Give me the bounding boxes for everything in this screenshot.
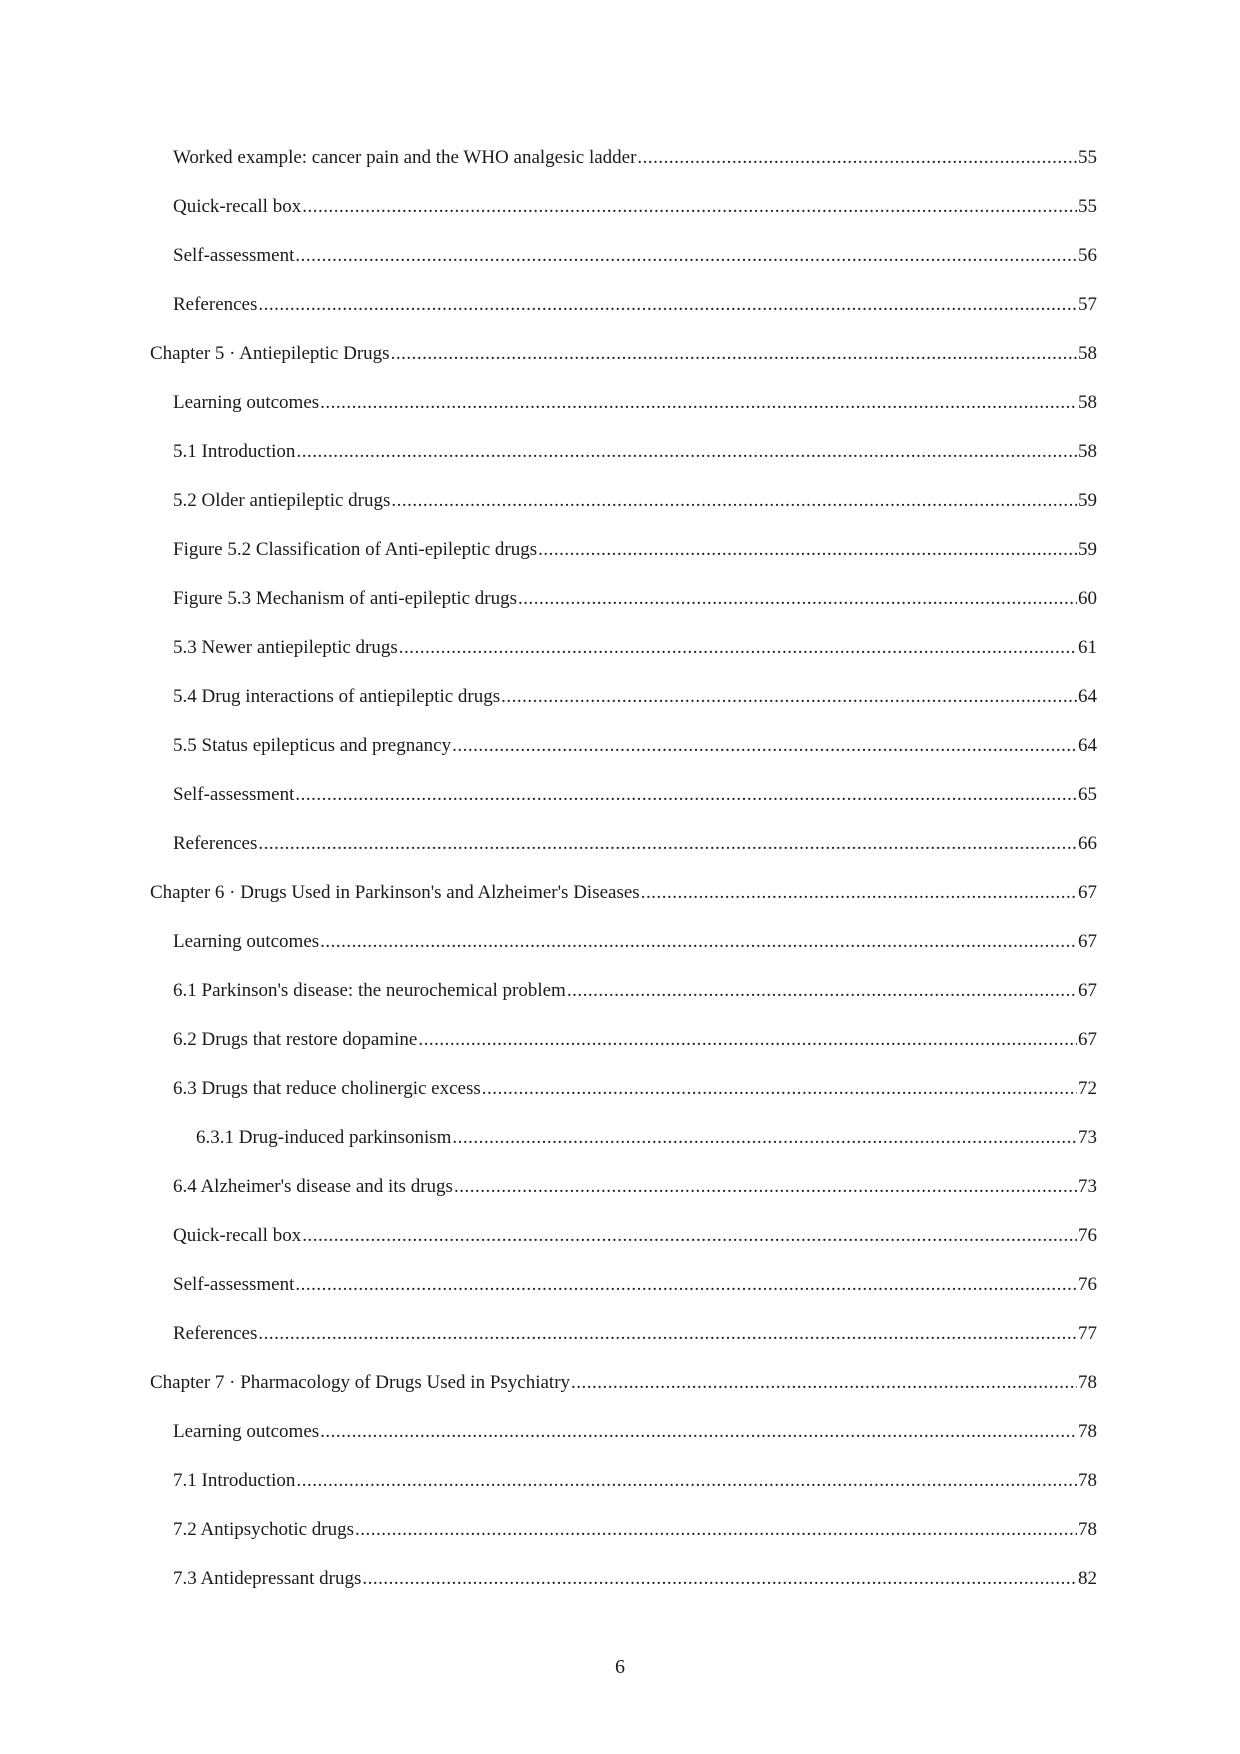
toc-entry-page: 58 — [1078, 441, 1097, 462]
toc-section-entry[interactable] — [150, 484, 1097, 533]
toc-dot-leader — [302, 1219, 1077, 1253]
toc-entry-label: Chapter 6 · Drugs Used in Parkinson's and Alzheimer's Diseases — [150, 882, 640, 903]
toc-dot-leader — [355, 1513, 1077, 1547]
toc-entry-label: 5.1 Introduction — [173, 441, 296, 462]
toc-entry-label: References — [173, 833, 258, 854]
toc-entry-page: 78 — [1078, 1421, 1097, 1442]
toc-section-entry[interactable] — [150, 925, 1097, 974]
toc-dot-leader — [501, 680, 1077, 714]
toc-entry-page: 67 — [1078, 1029, 1097, 1050]
toc-entry-page: 56 — [1078, 245, 1097, 266]
toc-dot-leader — [295, 239, 1077, 273]
toc-entry-label: Quick-recall box — [173, 196, 302, 217]
toc-entry-page: 78 — [1078, 1372, 1097, 1393]
toc-dot-leader — [482, 1072, 1077, 1106]
toc-section-entry[interactable] — [150, 1415, 1097, 1464]
toc-section-entry[interactable] — [150, 288, 1097, 337]
toc-section-entry[interactable] — [150, 778, 1097, 827]
toc-dot-leader — [320, 1415, 1077, 1449]
toc-dot-leader — [418, 1023, 1077, 1057]
toc-section-entry[interactable] — [150, 190, 1097, 239]
toc-entry-page: 58 — [1078, 343, 1097, 364]
toc-entry-page: 82 — [1078, 1568, 1097, 1589]
toc-chapter-entry[interactable] — [150, 876, 1097, 925]
toc-entry-label: Worked example: cancer pain and the WHO analgesic ladder — [173, 147, 637, 168]
toc-entry-page: 77 — [1078, 1323, 1097, 1344]
toc-entry-label: 5.2 Older antiepileptic drugs — [173, 490, 391, 511]
toc-entry-label: 5.4 Drug interactions of antiepileptic drugs — [173, 686, 501, 707]
toc-entry-page: 55 — [1078, 147, 1097, 168]
toc-entry-label: Chapter 7 · Pharmacology of Drugs Used in Psychiatry — [150, 1372, 571, 1393]
toc-section-entry[interactable] — [150, 1317, 1097, 1366]
toc-entry-page: 76 — [1078, 1225, 1097, 1246]
toc-dot-leader — [258, 1317, 1077, 1351]
toc-section-entry[interactable] — [150, 827, 1097, 876]
toc-section-entry[interactable] — [150, 386, 1097, 435]
toc-entry-label: 5.5 Status epilepticus and pregnancy — [173, 735, 452, 756]
toc-dot-leader — [452, 1121, 1077, 1155]
toc-entry-label: Learning outcomes — [173, 392, 320, 413]
toc-section-entry[interactable] — [150, 974, 1097, 1023]
toc-section-entry[interactable] — [150, 582, 1097, 631]
toc-entry-page: 73 — [1078, 1127, 1097, 1148]
toc-entry-label: Quick-recall box — [173, 1225, 302, 1246]
toc-entry-page: 73 — [1078, 1176, 1097, 1197]
toc-dot-leader — [320, 925, 1077, 959]
toc-dot-leader — [258, 288, 1077, 322]
toc-dot-leader — [362, 1562, 1077, 1596]
toc-dot-leader — [518, 582, 1077, 616]
toc-dot-leader — [320, 386, 1077, 420]
toc-dot-leader — [295, 1268, 1077, 1302]
toc-section-entry[interactable] — [150, 1513, 1097, 1562]
toc-entry-label: 6.1 Parkinson's disease: the neurochemical problem — [173, 980, 566, 1001]
toc-entry-page: 55 — [1078, 196, 1097, 217]
toc-section-entry[interactable] — [150, 1562, 1097, 1611]
toc-entry-label: Self-assessment — [173, 784, 295, 805]
toc-entry-label: 7.2 Antipsychotic drugs — [173, 1519, 355, 1540]
toc-dot-leader — [454, 1170, 1077, 1204]
toc-section-entry[interactable] — [150, 141, 1097, 190]
toc-chapter-entry[interactable] — [150, 1366, 1097, 1415]
toc-entry-page: 67 — [1078, 882, 1097, 903]
toc-entry-page: 58 — [1078, 392, 1097, 413]
toc-entry-label: Figure 5.3 Mechanism of anti-epileptic drugs — [173, 588, 518, 609]
toc-dot-leader — [296, 1464, 1077, 1498]
toc-section-entry[interactable] — [150, 1023, 1097, 1072]
toc-entry-page: 57 — [1078, 294, 1097, 315]
toc-dot-leader — [538, 533, 1077, 567]
toc-section-entry[interactable] — [150, 1464, 1097, 1513]
toc-section-entry[interactable] — [150, 1170, 1097, 1219]
toc-dot-leader — [571, 1366, 1077, 1400]
toc-entry-page: 59 — [1078, 539, 1097, 560]
toc-entry-page: 61 — [1078, 637, 1097, 658]
toc-entry-page: 66 — [1078, 833, 1097, 854]
toc-dot-leader — [391, 337, 1077, 371]
toc-section-entry[interactable] — [150, 435, 1097, 484]
toc-section-entry[interactable] — [150, 1268, 1097, 1317]
toc-section-entry[interactable] — [150, 1072, 1097, 1121]
toc-section-entry[interactable] — [150, 631, 1097, 680]
toc-entry-page: 64 — [1078, 686, 1097, 707]
toc-section-entry[interactable] — [150, 729, 1097, 778]
toc-dot-leader — [637, 141, 1077, 175]
toc-entry-label: 6.4 Alzheimer's disease and its drugs — [173, 1176, 453, 1197]
toc-entry-label: Self-assessment — [173, 245, 295, 266]
toc-entry-label: Self-assessment — [173, 1274, 295, 1295]
toc-entry-label: Figure 5.2 Classification of Anti-epileptic drugs — [173, 539, 538, 560]
toc-entry-label: 6.2 Drugs that restore dopamine — [173, 1029, 418, 1050]
toc-dot-leader — [641, 876, 1077, 910]
toc-entry-page: 67 — [1078, 980, 1097, 1001]
table-of-contents — [150, 141, 1097, 1611]
toc-dot-leader — [391, 484, 1077, 518]
toc-entry-label: 5.3 Newer antiepileptic drugs — [173, 637, 398, 658]
toc-section-entry[interactable] — [150, 239, 1097, 288]
toc-dot-leader — [295, 778, 1077, 812]
toc-entry-label: 6.3 Drugs that reduce cholinergic excess — [173, 1078, 481, 1099]
toc-entry-label: 7.1 Introduction — [173, 1470, 296, 1491]
toc-subsubsection-entry[interactable] — [150, 1121, 1097, 1170]
toc-entry-label: References — [173, 294, 258, 315]
toc-dot-leader — [399, 631, 1077, 665]
toc-entry-page: 60 — [1078, 588, 1097, 609]
toc-entry-page: 76 — [1078, 1274, 1097, 1295]
toc-dot-leader — [567, 974, 1077, 1008]
toc-entry-page: 64 — [1078, 735, 1097, 756]
toc-entry-page: 59 — [1078, 490, 1097, 511]
toc-section-entry[interactable] — [150, 533, 1097, 582]
toc-dot-leader — [296, 435, 1077, 469]
toc-entry-page: 65 — [1078, 784, 1097, 805]
toc-entry-page: 78 — [1078, 1519, 1097, 1540]
toc-entry-label: Learning outcomes — [173, 931, 320, 952]
toc-dot-leader — [452, 729, 1077, 763]
toc-entry-label: Chapter 5 · Antiepileptic Drugs — [150, 343, 390, 364]
toc-entry-label: 6.3.1 Drug-induced parkinsonism — [196, 1127, 452, 1148]
toc-section-entry[interactable] — [150, 680, 1097, 729]
toc-entry-page: 78 — [1078, 1470, 1097, 1491]
toc-entry-page: 72 — [1078, 1078, 1097, 1099]
toc-dot-leader — [302, 190, 1077, 224]
toc-entry-label: 7.3 Antidepressant drugs — [173, 1568, 362, 1589]
toc-dot-leader — [258, 827, 1077, 861]
toc-entry-label: References — [173, 1323, 258, 1344]
toc-entry-page: 67 — [1078, 931, 1097, 952]
page-number: 6 — [615, 1656, 625, 1678]
toc-section-entry[interactable] — [150, 1219, 1097, 1268]
toc-entry-label: Learning outcomes — [173, 1421, 320, 1442]
toc-chapter-entry[interactable] — [150, 337, 1097, 386]
